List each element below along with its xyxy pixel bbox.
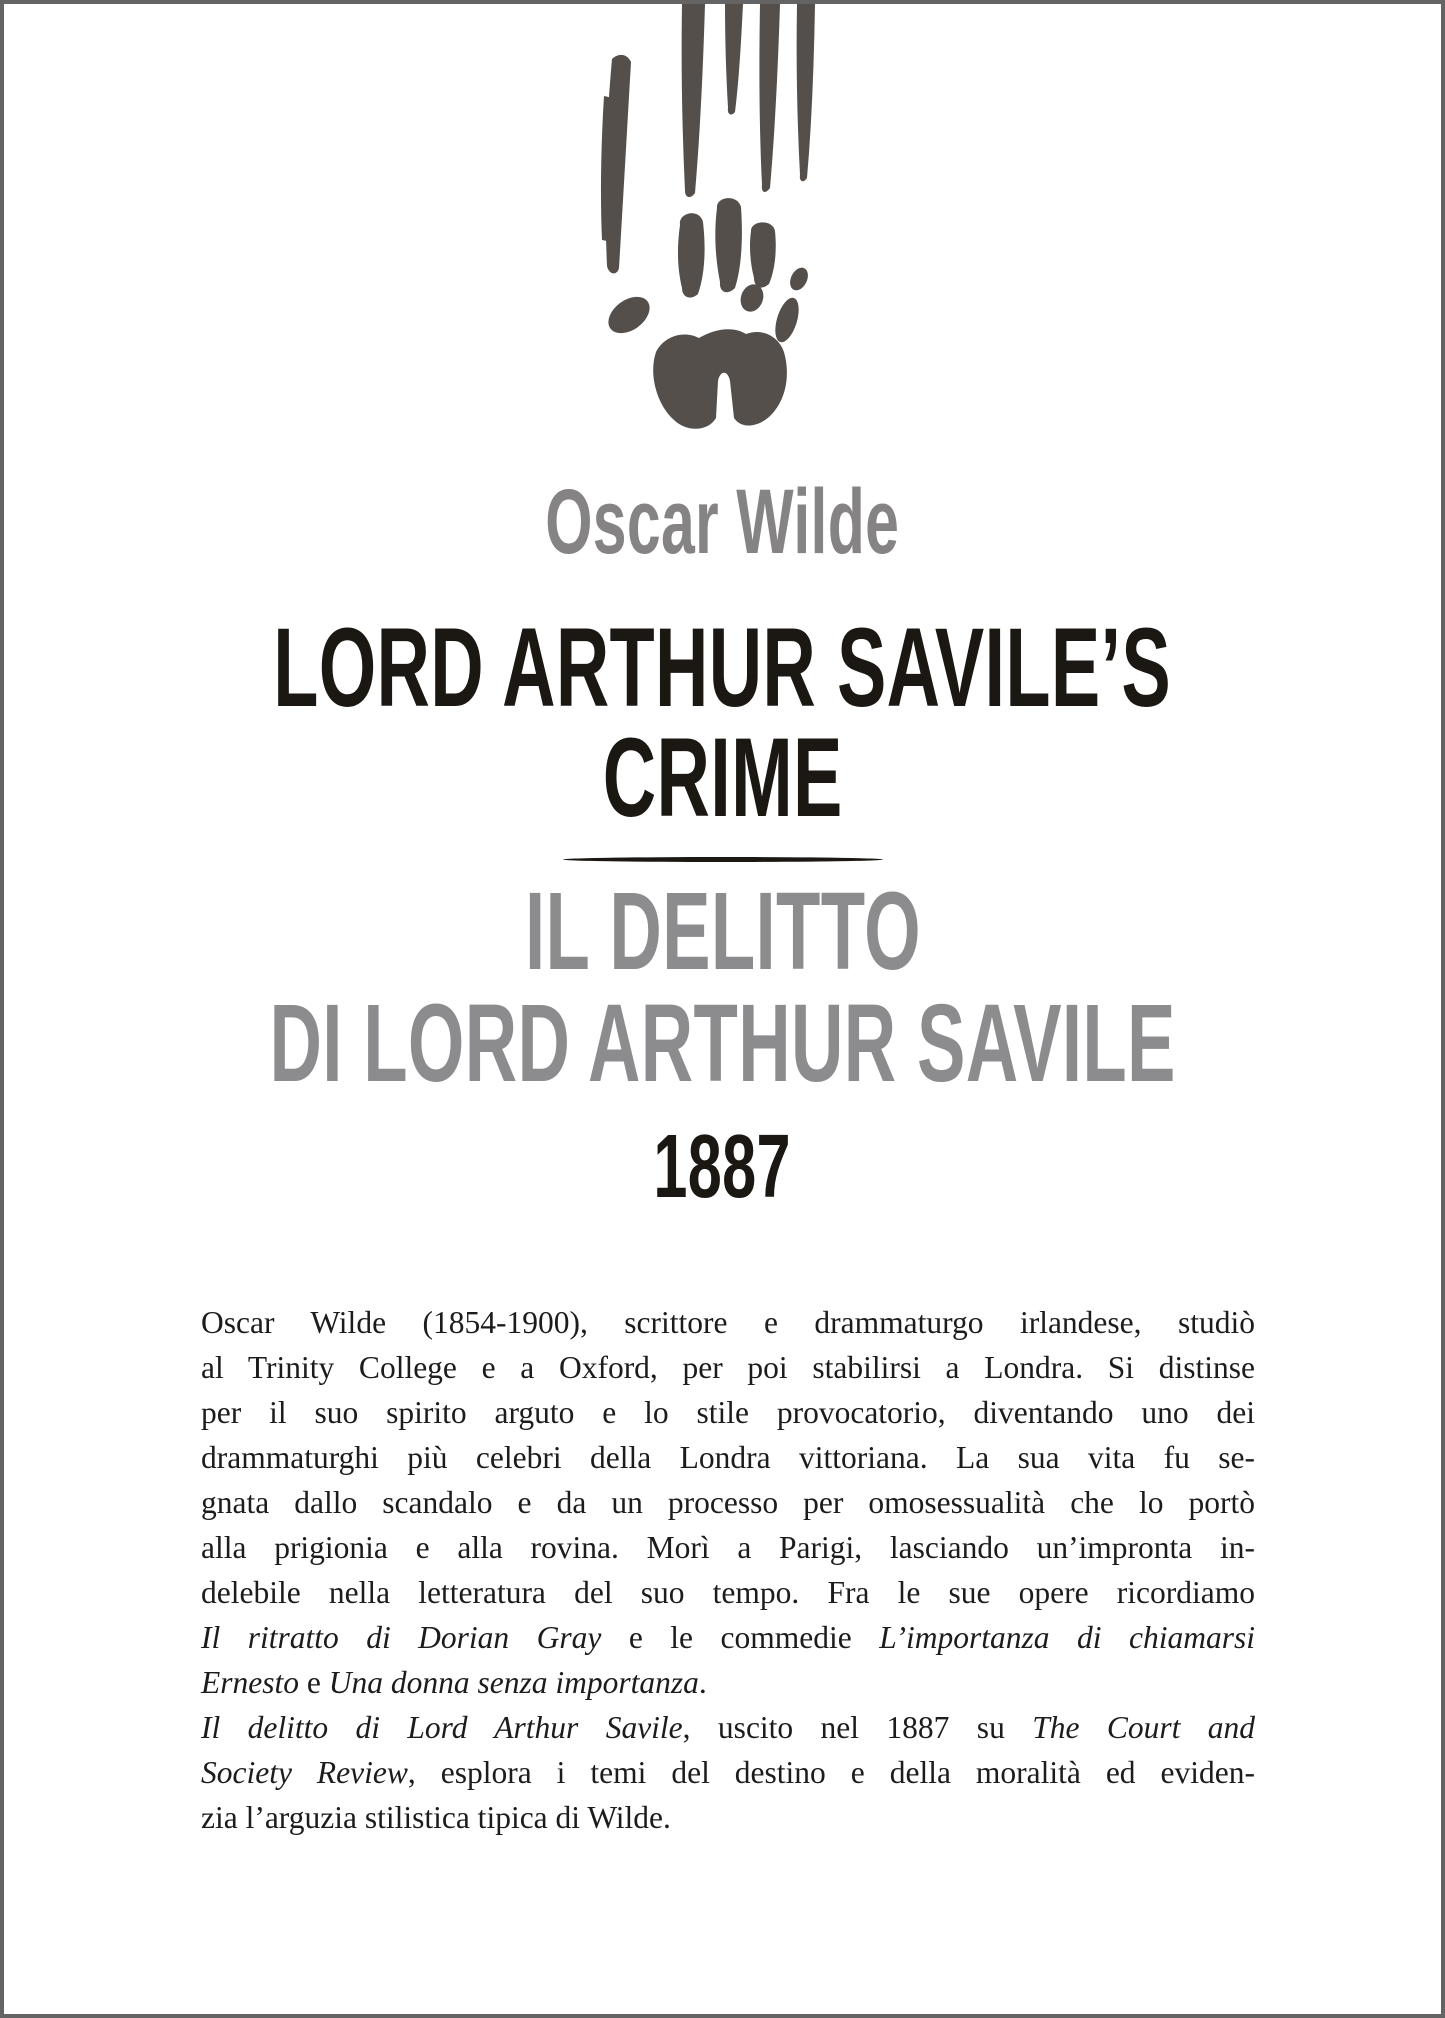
bio-line [201,1570,1255,1615]
title-english-line-1-text: LORD ARTHUR SAVILE’S [273,605,1172,730]
bio-segment: zia l’arguzia stilistica tipica di Wilde. [201,1800,671,1835]
bio-segment-italic: The Court and [1032,1710,1255,1745]
bio-segment: , esplora i temi del destino e della moralità ed eviden- [407,1755,1255,1790]
publication-year [4,1117,1441,1217]
bio-segment-italic: Una donna senza importanza [328,1665,699,1700]
bio-segment: delebile nella letteratura del suo tempo. Fra le sue opere ricordiamo [201,1575,1255,1610]
title-english-line-2-text: CRIME [602,715,843,840]
title-english-line-2 [4,715,1441,840]
bio-segment-italic: Il ritratto di Dorian Gray [201,1620,602,1655]
bio-segment-italic: Ernesto [201,1665,299,1700]
bio-segment: , uscito nel 1887 su [682,1710,1033,1745]
title-italian-line-1-text: IL DELITTO [524,870,921,993]
publication-year-text: 1887 [653,1117,792,1217]
handprint-smear-icon [484,4,904,434]
bio-line [201,1480,1255,1525]
title-italian-line-1 [4,870,1441,993]
bio-text [201,1300,1255,1840]
bio-segment: . [698,1665,707,1700]
author-name-text: Oscar Wilde [545,471,900,573]
bio-segment-italic: Society Review [201,1755,408,1790]
bio-line [201,1705,1255,1750]
title-italian-line-2 [4,982,1441,1105]
bio-segment-italic: Il delitto di Lord Arthur Savile [201,1710,683,1745]
bio-segment: gnata dallo scandalo e da un processo per omosessualità che lo portò [201,1485,1255,1520]
bio-segment: drammaturghi più celebri della Londra vittoriana. La sua vita fu se- [201,1440,1255,1475]
author-name [4,471,1441,573]
title-italian-line-2-text: DI LORD ARTHUR SAVILE [269,982,1176,1105]
bio-segment: alla prigionia e alla rovina. Morì a Parigi, lasciando un’impronta in- [201,1530,1255,1565]
bio-segment: al Trinity College e a Oxford, per poi stabilirsi a Londra. Si distinse [201,1350,1255,1385]
bio-line [201,1300,1255,1345]
bio-segment: e le commedie [601,1620,880,1655]
title-divider-rule [563,857,883,862]
bio-line [201,1435,1255,1480]
bio-segment-italic: L’importanza di chiamarsi [879,1620,1255,1655]
bio-segment: e [299,1665,329,1700]
bio-segment: Oscar Wilde (1854-1900), scrittore e drammaturgo irlandese, studiò [201,1305,1255,1340]
bio-line [201,1660,1255,1705]
bio-line [201,1750,1255,1795]
bio-line [201,1795,1255,1840]
bio-line [201,1345,1255,1390]
bio-line [201,1390,1255,1435]
bio-segment: per il suo spirito arguto e lo stile provocatorio, diventando uno dei [201,1395,1255,1430]
bio-line [201,1615,1255,1660]
title-english-line-1 [4,605,1441,730]
bio-line [201,1525,1255,1570]
